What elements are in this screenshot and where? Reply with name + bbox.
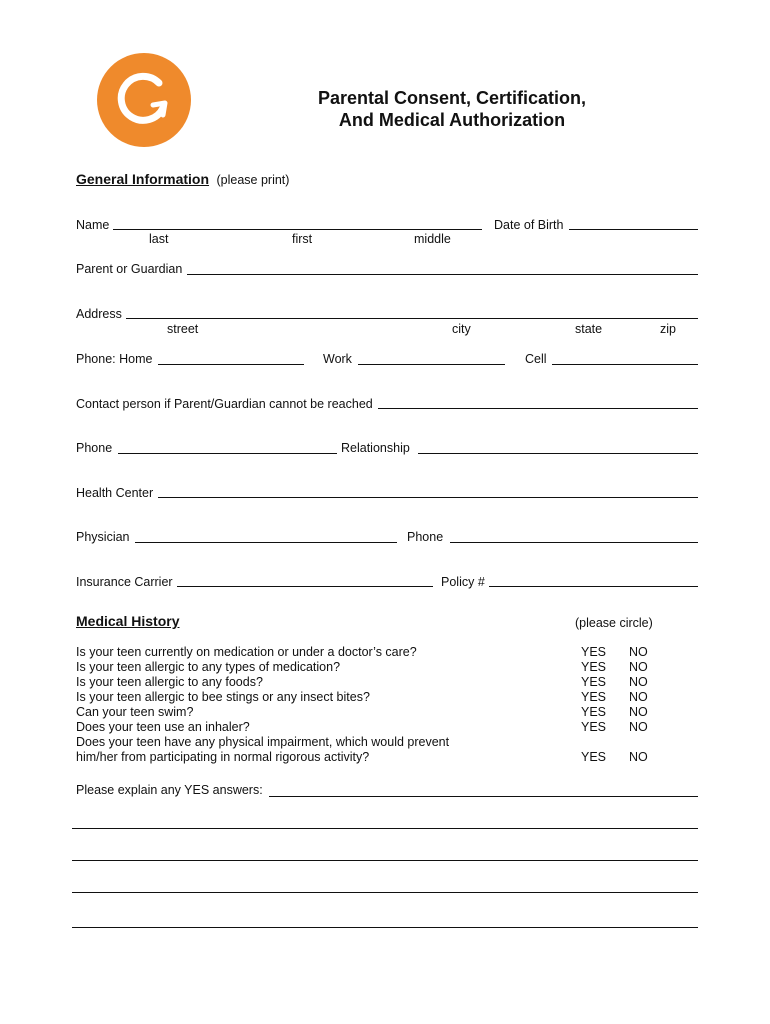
no-option[interactable]: NO	[629, 705, 648, 719]
question-text: Is your teen allergic to any types of medication?	[76, 660, 341, 674]
no-option-impairment[interactable]: NO	[629, 750, 648, 764]
contact-person-field[interactable]	[378, 408, 698, 409]
logo-icon	[97, 53, 191, 147]
question-text: Does your teen have any physical impairment, which would prevent	[76, 735, 450, 749]
question-list	[76, 645, 449, 765]
yes-option[interactable]: YES	[581, 675, 607, 689]
explain-field-line4[interactable]	[72, 892, 698, 893]
no-option[interactable]: NO	[629, 720, 648, 734]
insurance-carrier-label: Insurance Carrier	[76, 575, 173, 589]
yes-option[interactable]: YES	[581, 660, 607, 674]
address-sub-street: street	[167, 322, 199, 336]
general-info-note: (please print)	[216, 173, 290, 187]
contact-phone-field[interactable]	[118, 453, 337, 454]
explain-label: Please explain any YES answers:	[76, 783, 263, 797]
yes-option[interactable]: YES	[581, 705, 607, 719]
health-center-label: Health Center	[76, 486, 154, 500]
insurance-carrier-field[interactable]	[177, 586, 433, 587]
question-text: Is your teen allergic to bee stings or any insect bites?	[76, 690, 370, 704]
phone-home-label: Phone: Home	[76, 352, 153, 366]
no-option[interactable]: NO	[629, 690, 648, 704]
page-title-line2: And Medical Authorization	[338, 110, 566, 130]
question-text: him/her from participating in normal rigorous activity?	[76, 750, 370, 764]
logo-circle	[97, 53, 191, 147]
cell-label: Cell	[525, 352, 547, 366]
contact-phone-label: Phone	[76, 441, 113, 455]
question-text: Can your teen swim?	[76, 705, 194, 719]
explain-field-line1[interactable]	[269, 796, 698, 797]
general-info-heading-row	[76, 171, 289, 189]
dob-label: Date of Birth	[494, 218, 564, 232]
no-option[interactable]: NO	[629, 660, 648, 674]
name-field[interactable]	[113, 229, 482, 230]
dob-field[interactable]	[569, 229, 698, 230]
contact-person-label: Contact person if Parent/Guardian cannot be reached	[76, 397, 373, 411]
relationship-label: Relationship	[341, 441, 410, 455]
parent-guardian-label: Parent or Guardian	[76, 262, 183, 276]
question-text: Does your teen use an inhaler?	[76, 720, 250, 734]
explain-field-line5[interactable]	[72, 927, 698, 928]
physician-field[interactable]	[135, 542, 397, 543]
yes-option[interactable]: YES	[581, 720, 607, 734]
circle-note: (please circle)	[575, 616, 653, 630]
explain-field-line3[interactable]	[72, 860, 698, 861]
phone-home-field[interactable]	[158, 364, 304, 365]
no-option[interactable]: NO	[629, 675, 648, 689]
address-field[interactable]	[126, 318, 698, 319]
address-sub-state: state	[575, 322, 603, 336]
physician-label: Physician	[76, 530, 130, 544]
parent-guardian-field[interactable]	[187, 274, 698, 275]
medical-history-heading: Medical History	[76, 613, 180, 629]
general-info-heading: General Information	[76, 171, 210, 187]
relationship-field[interactable]	[418, 453, 698, 454]
yes-column	[581, 645, 606, 735]
work-label: Work	[323, 352, 352, 366]
name-sub-middle: middle	[414, 232, 451, 246]
no-column	[629, 645, 648, 735]
physician-phone-field[interactable]	[450, 542, 698, 543]
yes-option[interactable]: YES	[581, 690, 607, 704]
address-sub-city: city	[452, 322, 471, 336]
page-title-line1: Parental Consent, Certification,	[317, 88, 587, 108]
policy-label: Policy #	[441, 575, 485, 589]
explain-field-line2[interactable]	[72, 828, 698, 829]
yes-option-impairment[interactable]: YES	[581, 750, 607, 764]
name-sub-last: last	[149, 232, 169, 246]
address-label: Address	[76, 307, 122, 321]
work-phone-field[interactable]	[358, 364, 505, 365]
question-text: Is your teen allergic to any foods?	[76, 675, 263, 689]
name-sub-first: first	[292, 232, 313, 246]
policy-field[interactable]	[489, 586, 698, 587]
question-text: Is your teen currently on medication or under a doctor’s care?	[76, 645, 417, 659]
name-label: Name	[76, 218, 110, 232]
no-option[interactable]: NO	[629, 645, 648, 659]
address-sub-zip: zip	[660, 322, 676, 336]
yes-option[interactable]: YES	[581, 645, 607, 659]
health-center-field[interactable]	[158, 497, 698, 498]
physician-phone-label: Phone	[407, 530, 444, 544]
cell-phone-field[interactable]	[552, 364, 698, 365]
